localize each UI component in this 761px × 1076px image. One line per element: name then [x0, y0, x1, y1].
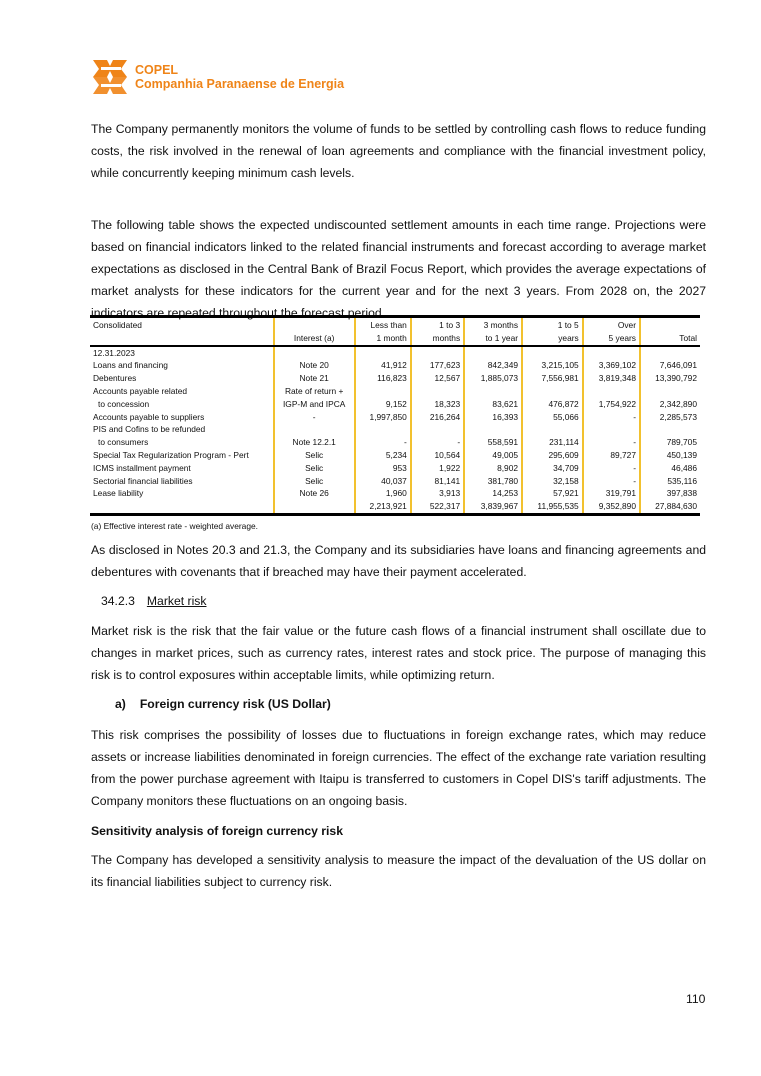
table-cell: 40,037: [355, 475, 411, 488]
table-cell: [90, 500, 274, 514]
table-cell: 34,709: [522, 462, 583, 475]
table-cell: [274, 500, 355, 514]
table-cell: Total: [640, 332, 700, 346]
table-cell: 8,902: [464, 462, 522, 475]
table-row: [90, 398, 700, 411]
paragraph-liquidity: The Company permanently monitors the volume of funds to be settled by controlling cash flows to reduce funding costs, the risk involved in the renewal of loan agreements and compliance with the financial investment policy, while concurrently keeping minimum cash levels.: [91, 122, 706, 180]
table-cell: 57,921: [522, 487, 583, 500]
table-cell: 89,727: [583, 449, 640, 462]
table-cell: [411, 423, 464, 436]
table-cell: [640, 423, 700, 436]
table-cell: -: [411, 436, 464, 449]
table-cell: [274, 423, 355, 436]
table-row: [90, 475, 700, 488]
table-cell: Note 20: [274, 359, 355, 372]
table-cell: to concession: [98, 398, 150, 409]
table-header-row: [90, 317, 700, 332]
table-cell: [90, 332, 274, 346]
table-cell: [640, 385, 700, 398]
table-cell: 3,215,105: [522, 359, 583, 372]
table-cell: 5,234: [355, 449, 411, 462]
table-cell: 5 years: [583, 332, 640, 346]
table-cell: Accounts payable related: [93, 385, 188, 396]
table-cell: months: [411, 332, 464, 346]
table-cell: 1,997,850: [355, 411, 411, 424]
table-cell: 16,393: [464, 411, 522, 424]
table-row: [90, 346, 700, 360]
table-cell: 1 month: [355, 332, 411, 346]
table-cell: 2,213,921: [355, 500, 411, 514]
table-cell: 7,556,981: [522, 372, 583, 385]
table-row: [90, 423, 700, 436]
table-cell: [640, 317, 700, 332]
table-cell: 49,005: [464, 449, 522, 462]
table-cell: 13,390,792: [640, 372, 700, 385]
table-cell: -: [583, 475, 640, 488]
paragraph-fx-risk: This risk comprises the possibility of losses due to fluctuations in foreign exchange rates, which may reduce assets or increase liabilities denominated in foreign currencies. The effect of the exchange rate variation resulting from the power purchase agreement with Itaipu is transferred to customers in Copel DIS's tariff adjustments. The Company monitors these fluctuations on an ongoing basis.: [91, 728, 706, 808]
paragraph-market-risk: Market risk is the risk that the fair value or the future cash flows of a financial instrument shall oscillate due to changes in market prices, such as currency rates, interest rates and stock price. The purpose of managing this risk is to control exposures within acceptable limits, while optimizing return.: [91, 624, 706, 682]
table-cell: 535,116: [640, 475, 700, 488]
table-cell: [522, 385, 583, 398]
table-cell: 10,564: [411, 449, 464, 462]
table-cell: 81,141: [411, 475, 464, 488]
table-cell: 3,369,102: [583, 359, 640, 372]
table-cell: [355, 385, 411, 398]
table-cell: 3,819,348: [583, 372, 640, 385]
table-cell: Note 12.2.1: [274, 436, 355, 449]
table-cell: 476,872: [522, 398, 583, 411]
table-cell: [411, 346, 464, 360]
table-cell: -: [583, 411, 640, 424]
section-title: Market risk: [146, 594, 207, 608]
table-cell: 522,317: [411, 500, 464, 514]
section-number: 34.2.3: [101, 594, 135, 608]
table-cell: 41,912: [355, 359, 411, 372]
table-cell: -: [274, 411, 355, 424]
table-cell: 953: [355, 462, 411, 475]
subsection-heading: [115, 697, 331, 711]
table-cell: -: [583, 462, 640, 475]
table-cell: Debentures: [93, 373, 137, 384]
logo-name: COPEL: [135, 63, 179, 77]
table-cell: 3,913: [411, 487, 464, 500]
table-cell: 116,823: [355, 372, 411, 385]
table-cell: [355, 423, 411, 436]
section-heading: [101, 594, 206, 608]
table-cell: 9,152: [355, 398, 411, 411]
table-cell: 27,884,630: [640, 500, 700, 514]
table-cell: -: [583, 436, 640, 449]
table-row: [90, 436, 700, 449]
table-cell: 1,960: [355, 487, 411, 500]
table-cell: 55,066: [522, 411, 583, 424]
table-cell: 11,955,535: [522, 500, 583, 514]
table-cell: 789,705: [640, 436, 700, 449]
table-row: [90, 449, 700, 462]
table-cell: Sectorial financial liabilities: [93, 475, 193, 486]
table-cell: 46,486: [640, 462, 700, 475]
table-cell: [522, 423, 583, 436]
table-cell: 9,352,890: [583, 500, 640, 514]
table-cell: 397,838: [640, 487, 700, 500]
table-cell: 2,342,890: [640, 398, 700, 411]
table-cell: [464, 385, 522, 398]
table-cell: to consumers: [98, 437, 149, 448]
copel-logo-icon: [93, 60, 129, 94]
table-cell: Lease liability: [93, 488, 144, 499]
subsection-title: Foreign currency risk (US Dollar): [139, 697, 331, 711]
table-cell: IGP-M and IPCA: [274, 398, 355, 411]
table-row: [90, 372, 700, 385]
table-cell: 177,623: [411, 359, 464, 372]
table-cell: 12.31.2023: [93, 347, 135, 358]
table-cell: 381,780: [464, 475, 522, 488]
table-cell: 1,754,922: [583, 398, 640, 411]
table-cell: 558,591: [464, 436, 522, 449]
table-cell: [355, 346, 411, 360]
table-cell: 3 months: [464, 317, 522, 332]
table-cell: 231,114: [522, 436, 583, 449]
table-cell: Interest (a): [274, 332, 355, 346]
table-cell: [583, 346, 640, 360]
table-cell: 83,621: [464, 398, 522, 411]
table-cell: Special Tax Regularization Program - Pert: [93, 449, 249, 460]
table-cell: [464, 423, 522, 436]
table-cell: 1,885,073: [464, 372, 522, 385]
table-cell: [522, 346, 583, 360]
table-cell: Rate of return +: [274, 385, 355, 398]
table-cell: Consolidated: [90, 317, 274, 332]
subsection-letter: a): [115, 697, 126, 711]
table-cell: [583, 385, 640, 398]
table-footnote: (a) Effective interest rate - weighted average.: [91, 521, 258, 531]
table-cell: 14,253: [464, 487, 522, 500]
table-cell: Selic: [274, 475, 355, 488]
table-cell: [640, 346, 700, 360]
table-cell: 2,285,573: [640, 411, 700, 424]
table-cell: 1 to 5: [522, 317, 583, 332]
table-cell: Over: [583, 317, 640, 332]
company-logo: [93, 60, 344, 94]
table-cell: Selic: [274, 449, 355, 462]
table-cell: [274, 346, 355, 360]
table-cell: years: [522, 332, 583, 346]
table-row: [90, 411, 700, 424]
table-row: [90, 385, 700, 398]
table-row: [90, 359, 700, 372]
table-cell: Selic: [274, 462, 355, 475]
table-cell: Less than: [355, 317, 411, 332]
table-cell: 216,264: [411, 411, 464, 424]
paragraph-sensitivity: The Company has developed a sensitivity analysis to measure the impact of the devaluation of the US dollar on its financial liabilities subject to currency risk.: [91, 853, 706, 889]
table-cell: 7,646,091: [640, 359, 700, 372]
table-cell: 1 to 3: [411, 317, 464, 332]
table-cell: [274, 317, 355, 332]
table-row: [90, 462, 700, 475]
table-cell: [464, 346, 522, 360]
table-cell: PIS and Cofins to be refunded: [93, 424, 206, 435]
table-header-row: [90, 332, 700, 346]
table-cell: Note 26: [274, 487, 355, 500]
table-cell: Accounts payable to suppliers: [93, 411, 205, 422]
table-cell: ICMS installment payment: [93, 462, 191, 473]
table-cell: 450,139: [640, 449, 700, 462]
table-cell: 3,839,967: [464, 500, 522, 514]
logo-subtitle: Companhia Paranaense de Energia: [135, 77, 345, 91]
table-cell: 1,922: [411, 462, 464, 475]
page-number: 110: [686, 992, 706, 1006]
table-cell: 12,567: [411, 372, 464, 385]
liquidity-table: [90, 315, 700, 516]
table-cell: [583, 423, 640, 436]
table-cell: to 1 year: [464, 332, 522, 346]
table-row: [90, 500, 700, 514]
table-cell: 319,791: [583, 487, 640, 500]
table-row: [90, 487, 700, 500]
table-cell: 842,349: [464, 359, 522, 372]
table-cell: [411, 385, 464, 398]
table-cell: 32,158: [522, 475, 583, 488]
paragraph-covenants: As disclosed in Notes 20.3 and 21.3, the Company and its subsidiaries have loans and financing agreements and debentures with covenants that if breached may have their payment accelerated.: [91, 543, 706, 579]
table-cell: 295,609: [522, 449, 583, 462]
sensitivity-heading: Sensitivity analysis of foreign currency risk: [91, 824, 343, 838]
table-cell: 18,323: [411, 398, 464, 411]
table-cell: Loans and financing: [93, 360, 168, 371]
table-cell: Note 21: [274, 372, 355, 385]
paragraph-table-intro: The following table shows the expected undiscounted settlement amounts in each time range. Projections were based on financial indicators linked to the related financial instruments and forecast according to average market expectations as disclosed in the Central Bank of Brazil Focus Report, which provides the average expectations of market analysts for these indicators for the current year and for the next 3 years. From 2028 on, the 2027 indicators are repeated throughout the forecast period.: [91, 218, 706, 320]
table-cell: -: [355, 436, 411, 449]
